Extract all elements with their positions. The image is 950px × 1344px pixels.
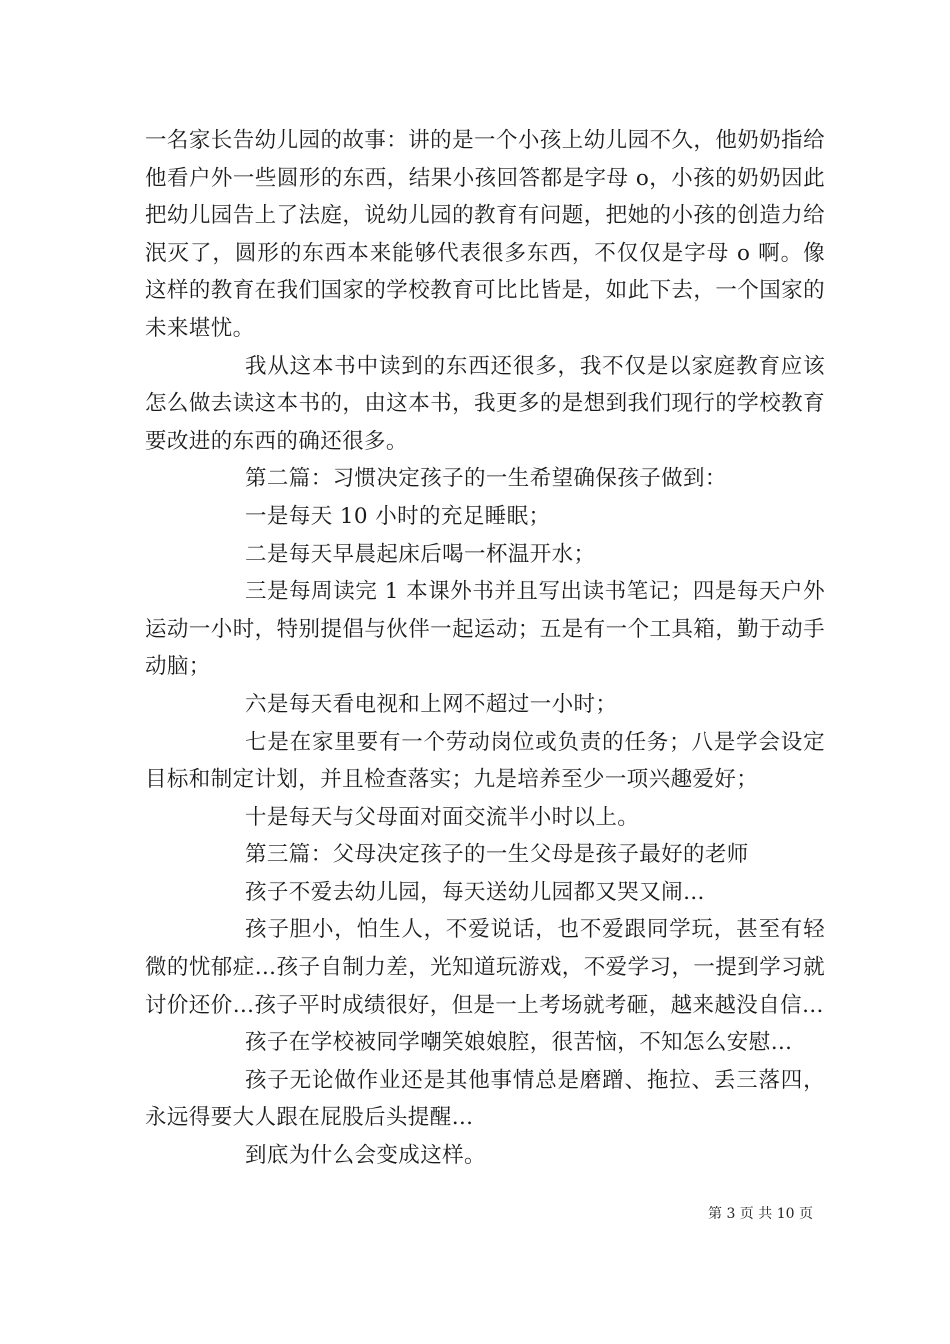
document-body (145, 122, 825, 1175)
habit-item-7-9: 七是在家里要有一个劳动岗位或负责的任务；八是学会设定目标和制定计划，并且检查落实；九是培养至少一项兴趣爱好； (145, 729, 825, 793)
habit-item-3-5: 三是每周读完 1 本课外书并且写出读书笔记；四是每天户外运动一小时，特别提倡与伙伴一起运动；五是有一个工具箱，勤于动手动脑； (145, 579, 825, 680)
habit-item-6: 六是每天看电视和上网不超过一小时； (245, 691, 618, 717)
section-heading-2: 第二篇：习惯决定孩子的一生希望确保孩子做到： (245, 466, 727, 492)
paragraph-2: 我从这本书中读到的东西还很多，我不仅是以家庭教育应该怎么做去读这本书的，由这本书，我更多的是想到我们现行的学校教育要改进的东西的确还很多。 (145, 353, 825, 454)
habit-item-10: 十是每天与父母面对面交流半小时以上。 (245, 804, 640, 830)
paragraph-teased: 孩子在学校被同学嘲笑娘娘腔，很苦恼，不知怎么安慰… (245, 1030, 793, 1056)
paragraph-kindergarten: 孩子不爱去幼儿园，每天送幼儿园都又哭又闹… (245, 879, 705, 905)
paragraph-dawdle: 孩子无论做作业还是其他事情总是磨蹭、拖拉、丢三落四，永远得要大人跟在屁股后头提醒… (145, 1067, 825, 1131)
page-number: 第 3 页 共 10 页 (708, 1206, 813, 1222)
habit-item-1: 一是每天 10 小时的充足睡眠； (245, 503, 551, 529)
habit-item-2: 二是每天早晨起床后喝一杯温开水； (245, 541, 596, 567)
paragraph-question: 到底为什么会变成这样。 (245, 1143, 486, 1169)
paragraph-timid: 孩子胆小，怕生人，不爱说话，也不爱跟同学玩，甚至有轻微的忧郁症…孩子自制力差，光知道玩游戏，不爱学习，一提到学习就讨价还价…孩子平时成绩很好，但是一上考场就考砸，越来越没自信… (145, 917, 825, 1018)
section-heading-3: 第三篇：父母决定孩子的一生父母是孩子最好的老师 (245, 842, 749, 868)
paragraph-1: 一名家长告幼儿园的故事：讲的是一个小孩上幼儿园不久，他奶奶指给他看户外一些圆形的东西，结果小孩回答都是字母 o，小孩的奶奶因此把幼儿园告上了法庭，说幼儿园的教育有问题，把她的小孩的创造力给泯灭了，圆形的东西本来能够代表很多东西，不仅仅是字母 o 啊。像这样的教育在我们国家的学校教育可比比皆是，如此下去，一个国家的未来堪忧。 (145, 128, 825, 341)
